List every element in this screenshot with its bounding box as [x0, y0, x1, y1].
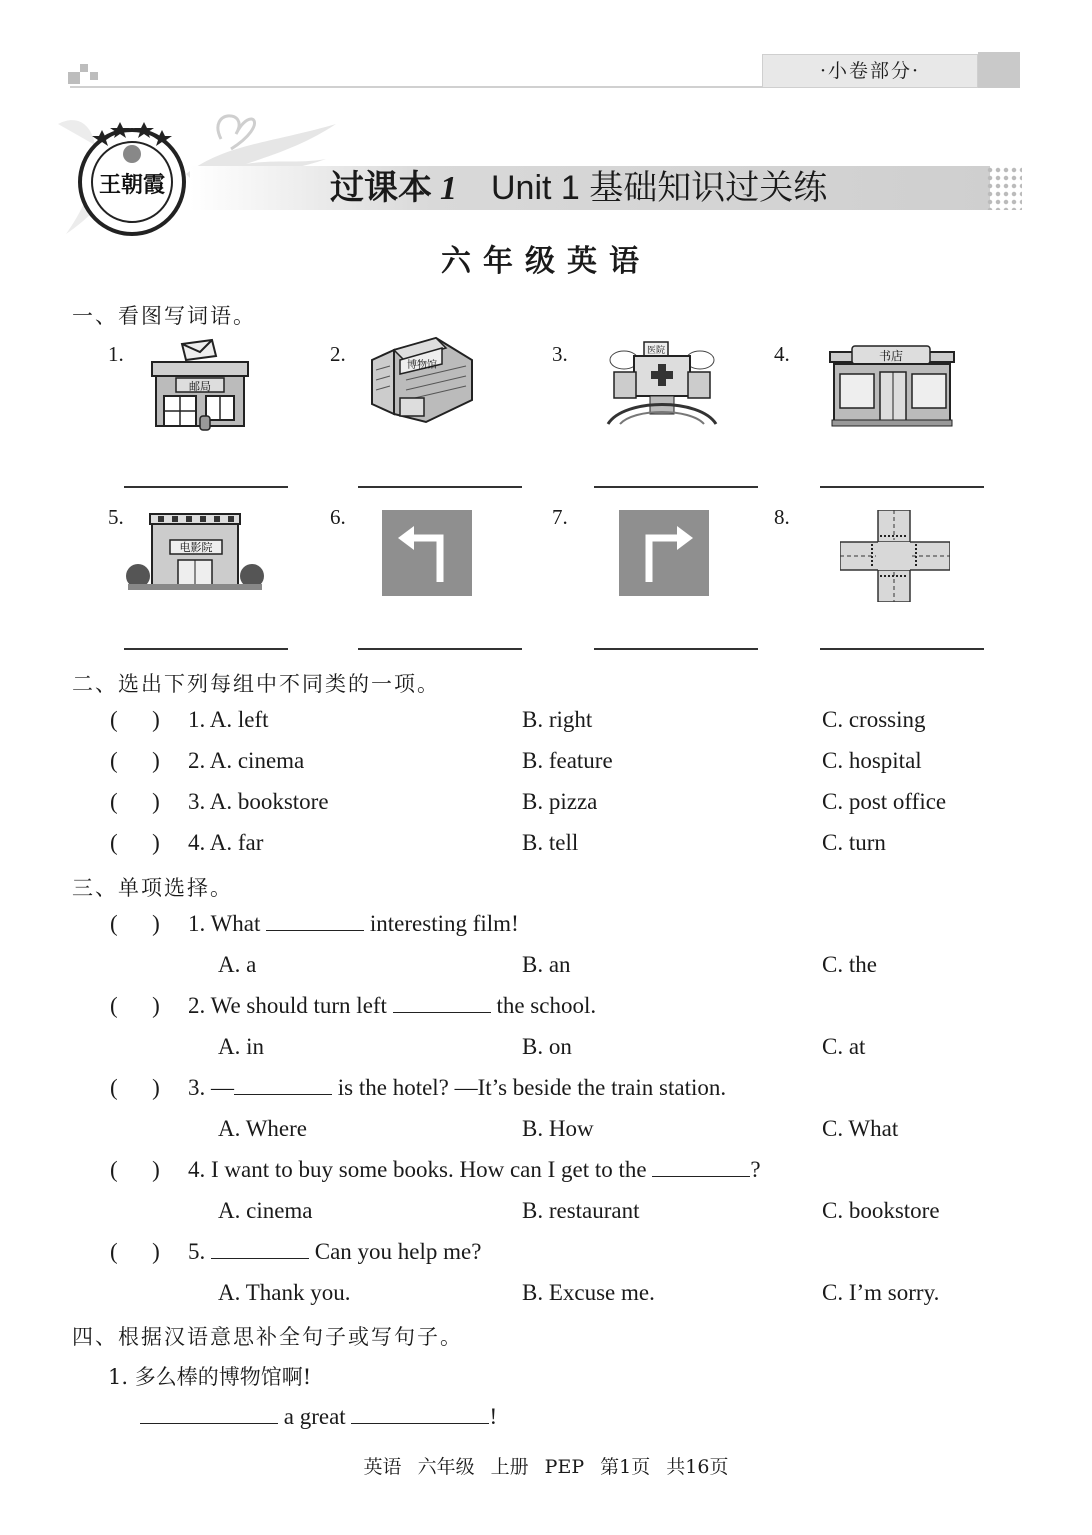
option-b: B. on: [522, 1034, 572, 1059]
item-number: 8.: [774, 505, 790, 529]
corner-square-icon: [68, 72, 80, 84]
corner-square-icon: [90, 72, 98, 80]
sentence-blank-line: a great !: [140, 1404, 497, 1430]
option-c: C. the: [822, 952, 877, 977]
question-text: 1. What interesting film!: [188, 911, 519, 936]
answer-line[interactable]: [594, 486, 758, 488]
answer-line[interactable]: [358, 648, 522, 650]
item-number: 2.: [330, 342, 346, 366]
option-b: B. Excuse me.: [522, 1280, 655, 1305]
option-a: A. Thank you.: [218, 1280, 351, 1305]
answer-paren[interactable]: ( ): [110, 911, 160, 936]
question-text: 3. A. bookstore: [188, 789, 329, 814]
option-a: A. a: [218, 952, 257, 977]
hospital-icon: [604, 338, 720, 434]
answer-line[interactable]: [124, 486, 288, 488]
answer-line[interactable]: [820, 648, 984, 650]
option-c: C. turn: [822, 830, 886, 855]
answer-paren[interactable]: ( ): [110, 830, 160, 855]
item-number: 1.: [108, 342, 124, 366]
question-text: 2. We should turn left the school.: [188, 993, 597, 1018]
answer-paren[interactable]: ( ): [110, 1239, 160, 1264]
bookstore-icon: [828, 344, 956, 432]
fill-blank[interactable]: [652, 1158, 750, 1177]
answer-line[interactable]: [820, 486, 984, 488]
answer-paren[interactable]: ( ): [110, 748, 160, 773]
answer-line[interactable]: [358, 486, 522, 488]
part4-question-1: 1. 多么棒的博物馆啊!: [108, 1365, 312, 1389]
answer-line[interactable]: [594, 648, 758, 650]
option-a: A. cinema: [218, 1198, 313, 1223]
fill-blank[interactable]: [266, 912, 364, 931]
answer-paren[interactable]: ( ): [110, 993, 160, 1018]
answer-paren[interactable]: ( ): [110, 1075, 160, 1100]
svg-text:邮局: 邮局: [189, 380, 211, 393]
option-c: C. hospital: [822, 748, 922, 773]
option-c: C. What: [822, 1116, 899, 1141]
question-text: 3. — is the hotel? —It’s beside the train station.: [188, 1075, 727, 1100]
option-b: B. right: [522, 707, 593, 732]
item-number: 6.: [330, 505, 346, 529]
part1-heading: 一、看图写词语。: [72, 304, 256, 328]
question-text: 1. A. left: [188, 707, 269, 732]
part3-heading: 三、单项选择。: [72, 876, 233, 900]
answer-paren[interactable]: ( ): [110, 789, 160, 814]
page-footer: 英语 六年级 上册 PEP 第1页 共16页: [363, 1456, 729, 1478]
fill-blank[interactable]: [351, 1405, 489, 1424]
option-a: A. Where: [218, 1116, 307, 1141]
question-text: 4. I want to buy some books. How can I get to the ?: [188, 1157, 761, 1182]
turn-left-sign-icon: [382, 510, 472, 596]
option-c: C. bookstore: [822, 1198, 940, 1223]
header-block: [978, 52, 1020, 88]
option-c: C. post office: [822, 789, 947, 814]
item-number: 3.: [552, 342, 568, 366]
section-tag: ·小卷部分·: [762, 54, 978, 88]
option-b: B. an: [522, 952, 571, 977]
svg-text:书店: 书店: [878, 349, 904, 363]
post-office-icon: [146, 336, 254, 436]
svg-text:博物馆: 博物馆: [407, 360, 437, 371]
item-number: 7.: [552, 505, 568, 529]
svg-text:医院: 医院: [646, 346, 666, 356]
turn-right-sign-icon: [619, 510, 709, 596]
option-b: B. restaurant: [522, 1198, 640, 1223]
option-c: C. I’m sorry.: [822, 1280, 940, 1305]
option-c: C. crossing: [822, 707, 926, 732]
item-number: 4.: [774, 342, 790, 366]
cinema-icon: [126, 508, 264, 596]
question-text: 5. Can you help me?: [188, 1239, 482, 1264]
option-c: C. at: [822, 1034, 866, 1059]
svg-text:王朝霞: 王朝霞: [98, 172, 166, 198]
answer-paren[interactable]: ( ): [110, 707, 160, 732]
fill-blank[interactable]: [140, 1405, 278, 1424]
answer-paren[interactable]: ( ): [110, 1157, 160, 1182]
option-b: B. tell: [522, 830, 579, 855]
museum-icon: [366, 330, 478, 434]
answer-line[interactable]: [124, 648, 288, 650]
option-b: B. feature: [522, 748, 613, 773]
svg-text:电影院: 电影院: [179, 541, 213, 554]
fill-blank[interactable]: [211, 1240, 309, 1259]
option-b: B. pizza: [522, 789, 598, 814]
corner-square-icon: [80, 64, 88, 72]
crossing-icon: [840, 510, 950, 606]
part4-heading: 四、根据汉语意思补全句子或写句子。: [72, 1325, 463, 1349]
fill-blank[interactable]: [234, 1076, 332, 1095]
banner-dots: [986, 166, 1022, 210]
question-text: 4. A. far: [188, 830, 264, 855]
fill-blank[interactable]: [393, 994, 491, 1013]
option-b: B. How: [522, 1116, 594, 1141]
part2-heading: 二、选出下列每组中不同类的一项。: [72, 672, 440, 696]
page-title: 过课本 1 Unit 1 基础知识过关练: [330, 168, 828, 208]
option-a: A. in: [218, 1034, 264, 1059]
question-text: 2. A. cinema: [188, 748, 305, 773]
page-subtitle: 六年级英语: [441, 244, 651, 279]
item-number: 5.: [108, 505, 124, 529]
